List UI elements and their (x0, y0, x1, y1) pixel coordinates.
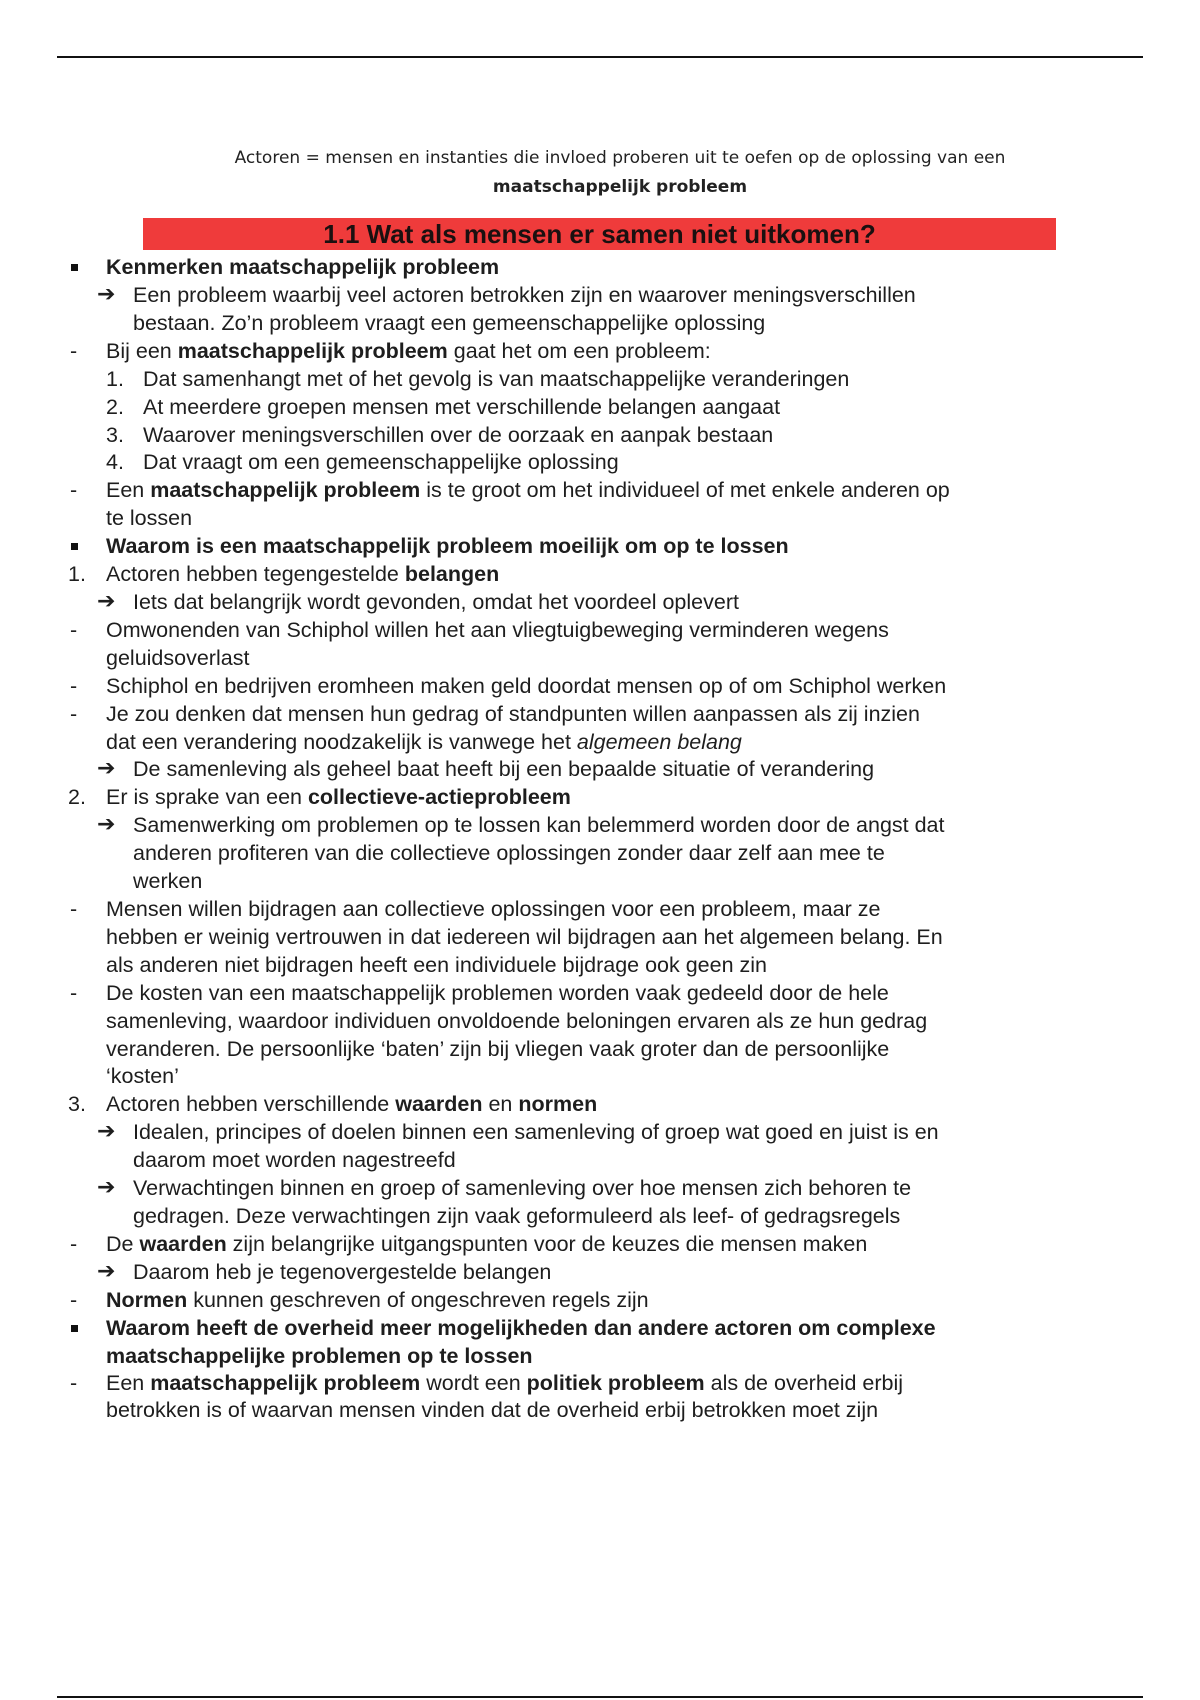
top-rule (57, 56, 1143, 58)
list-number: 2. (68, 785, 86, 809)
arrow-item-line: werken (133, 869, 203, 893)
arrow-item-line: gedragen. Deze verwachtingen zijn vaak geformuleerd als leef- of gedragsregels (133, 1204, 901, 1228)
arrow-right-icon: ➔ (97, 282, 116, 307)
section-heading: 1.1 Wat als mensen er samen niet uitkomen? (143, 218, 1056, 250)
dash-marker: - (70, 478, 78, 502)
dash-marker: - (70, 702, 78, 726)
dash-item-line: Mensen willen bijdragen aan collectieve oplossingen voor een probleem, maar ze (106, 897, 881, 921)
dash-item-line: Omwonenden van Schiphol willen het aan vliegtuigbeweging verminderen wegens (106, 618, 889, 642)
numbered-sub-item: At meerdere groepen mensen met verschillende belangen aangaat (143, 395, 781, 419)
dash-marker: - (70, 674, 78, 698)
dash-marker: - (70, 897, 78, 921)
dash-item-line: veranderen. De persoonlijke ‘baten’ zijn bij vliegen vaak groter dan de persoonlijke (106, 1037, 890, 1061)
square-bullet-icon (68, 1313, 80, 1343)
dash-item-line: betrokken is of waarvan mensen vinden dat de overheid erbij betrokken moet zijn (106, 1398, 879, 1422)
numbered-sub-item: Waarover meningsverschillen over de oorzaak en aanpak bestaan (143, 423, 774, 447)
intro-term: maatschappelijk probleem (492, 177, 748, 197)
dash-item-line: samenleving, waardoor individuen onvoldoende beloningen ervaren als ze hun gedrag (106, 1009, 928, 1033)
arrow-item-line: daarom moet worden nagestreefd (133, 1148, 456, 1172)
dash-item-line: hebben er weinig vertrouwen in dat iedereen wil bijdragen aan het algemeen belang. En (106, 925, 943, 949)
bullet-heading: Waarom is een maatschappelijk probleem moeilijk om op te lossen (106, 534, 789, 558)
arrow-item-line: Daarom heb je tegenovergestelde belangen (133, 1260, 552, 1284)
dash-item-line: ‘kosten’ (106, 1064, 179, 1088)
arrow-right-icon: ➔ (97, 1175, 116, 1200)
dash-item-line: Je zou denken dat mensen hun gedrag of standpunten willen aanpassen als zij inzien (106, 702, 920, 726)
arrow-right-icon: ➔ (97, 1119, 116, 1144)
square-bullet-icon (68, 252, 80, 282)
numbered-sub-item: Dat samenhangt met of het gevolg is van maatschappelijke veranderingen (143, 367, 850, 391)
list-number: 2. (106, 395, 124, 419)
dash-item-line: Een maatschappelijk probleem is te groot om het individueel of met enkele anderen op (106, 478, 950, 502)
list-number: 3. (68, 1092, 86, 1116)
bullet-heading: Kenmerken maatschappelijk probleem (106, 255, 500, 279)
dash-item-line: geluidsoverlast (106, 646, 250, 670)
dash-marker: - (70, 1232, 78, 1256)
dash-item-line: Bij een maatschappelijk probleem gaat het om een probleem: (106, 339, 711, 363)
arrow-item-line: anderen profiteren van die collectieve oplossingen zonder daar zelf aan mee te (133, 841, 885, 865)
intro-definition (120, 144, 1120, 202)
list-number: 1. (106, 367, 124, 391)
arrow-right-icon: ➔ (97, 589, 116, 614)
square-bullet-icon (68, 531, 80, 561)
bottom-rule (57, 1696, 1143, 1698)
dash-item-line: dat een verandering noodzakelijk is vanwege het algemeen belang (106, 730, 742, 754)
dash-item-line: Normen kunnen geschreven of ongeschreven regels zijn (106, 1288, 649, 1312)
dash-item-line: te lossen (106, 506, 193, 530)
arrow-right-icon: ➔ (97, 1259, 116, 1284)
dash-marker: - (70, 981, 78, 1005)
intro-line: Actoren = mensen en instanties die invloed proberen uit te oefen op de oplossing van een (234, 148, 1006, 168)
arrow-right-icon: ➔ (97, 756, 116, 781)
dash-marker: - (70, 618, 78, 642)
list-number: 4. (106, 450, 124, 474)
dash-item-line: De kosten van een maatschappelijk problemen worden vaak gedeeld door de hele (106, 981, 889, 1005)
dash-marker: - (70, 1371, 78, 1395)
arrow-item-line: bestaan. Zo’n probleem vraagt een gemeenschappelijke oplossing (133, 311, 766, 335)
dash-marker: - (70, 1288, 78, 1312)
numbered-sub-item: Dat vraagt om een gemeenschappelijke oplossing (143, 450, 619, 474)
arrow-item-line: Samenwerking om problemen op te lossen kan belemmerd worden door de angst dat (133, 813, 945, 837)
arrow-item-line: Iets dat belangrijk wordt gevonden, omdat het voordeel oplevert (133, 590, 739, 614)
arrow-item-line: Verwachtingen binnen en groep of samenleving over hoe mensen zich behoren te (133, 1176, 912, 1200)
dash-item-line: als anderen niet bijdragen heeft een individuele bijdrage ook geen zin (106, 953, 768, 977)
dash-item-line: Schiphol en bedrijven eromheen maken geld doordat mensen op of om Schiphol werken (106, 674, 947, 698)
numbered-item: Actoren hebben verschillende waarden en normen (106, 1092, 598, 1116)
numbered-item: Actoren hebben tegengestelde belangen (106, 562, 500, 586)
dash-item-line: Een maatschappelijk probleem wordt een politiek probleem als de overheid erbij (106, 1371, 904, 1395)
dash-item-line: De waarden zijn belangrijke uitgangspunten voor de keuzes die mensen maken (106, 1232, 868, 1256)
bullet-heading: maatschappelijke problemen op te lossen (106, 1344, 533, 1368)
arrow-item-line: Een probleem waarbij veel actoren betrokken zijn en waarover meningsverschillen (133, 283, 916, 307)
numbered-item: Er is sprake van een collectieve-actieprobleem (106, 785, 571, 809)
list-number: 3. (106, 423, 124, 447)
bullet-heading: Waarom heeft de overheid meer mogelijkheden dan andere actoren om complexe (106, 1316, 936, 1340)
dash-marker: - (70, 339, 78, 363)
list-number: 1. (68, 562, 86, 586)
arrow-item-line: De samenleving als geheel baat heeft bij een bepaalde situatie of verandering (133, 757, 875, 781)
arrow-item-line: Idealen, principes of doelen binnen een samenleving of groep wat goed en juist is en (133, 1120, 939, 1144)
arrow-right-icon: ➔ (97, 812, 116, 837)
